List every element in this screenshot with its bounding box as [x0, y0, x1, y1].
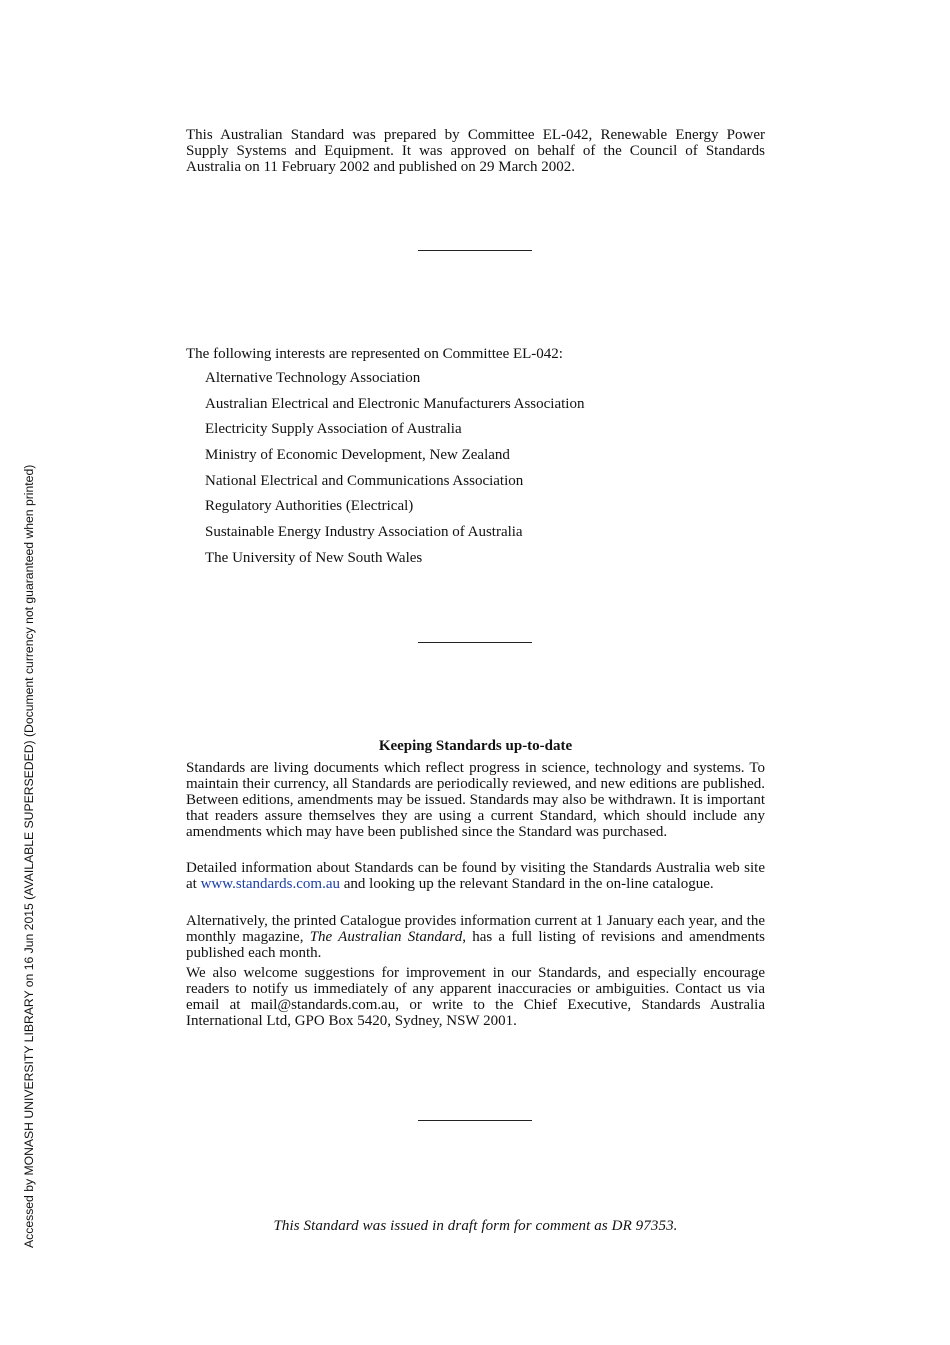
- committee-members-list: [205, 370, 584, 576]
- committee-member: Electricity Supply Association of Australia: [205, 421, 462, 438]
- section-heading: Keeping Standards up-to-date: [378, 738, 573, 754]
- keeping-paragraph-1: Standards are living documents which reflect progress in science, technology and systems. To maintain their currency, all Standards are periodically reviewed, and new editions are published. Between editions, amendments may be issued. Standards may also be withdrawn. It is important that readers assure themselves they are using a current Standard, which should include any amendments which may have been published since the Standard was purchased.: [186, 760, 765, 840]
- paragraph-text: , has a full listing of revisions and amendments published each month.: [186, 929, 765, 961]
- committee-member: Alternative Technology Association: [205, 370, 421, 386]
- keeping-paragraph-4: We also welcome suggestions for improvement in our Standards, and especially encourage readers to notify us immediately of any apparent inaccuracies or ambiguities. Contact us via email at mail@standards.com.au, or write to the Chief Executive, Standards Australia International Ltd, GPO Box 5420, Sydney, NSW 2001.: [186, 965, 765, 1029]
- committee-member: National Electrical and Communications Association: [205, 472, 524, 489]
- standards-website-link[interactable]: www.standards.com.au: [200, 876, 340, 892]
- committee-member: Sustainable Energy Industry Association of Australia: [205, 524, 523, 541]
- draft-note: This Standard was issued in draft form for comment as DR 97353.: [273, 1218, 678, 1234]
- keeping-paragraph-2: [186, 860, 765, 892]
- approval-statement: This Australian Standard was prepared by Committee EL-042, Renewable Energy Power Supply Systems and Equipment. It was approved on behalf of the Council of Standards Australia on 11 February 2002 and published on 29 March 2002.: [186, 127, 765, 175]
- committee-member: Regulatory Authorities (Electrical): [205, 498, 414, 515]
- paragraph-text: and looking up the relevant Standard in the on-line catalogue.: [340, 876, 714, 892]
- paragraph-text: Alternatively, the printed Catalogue provides information current at 1 January each year, and the monthly magazine,: [186, 913, 765, 945]
- paragraph-text: Detailed information about Standards can be found by visiting the Standards Australia web site at: [186, 860, 765, 892]
- committee-member: Australian Electrical and Electronic Manufacturers Association: [205, 395, 585, 412]
- divider-2: [418, 642, 532, 643]
- committee-member: Ministry of Economic Development, New Zealand: [205, 447, 510, 464]
- access-watermark: Accessed by MONASH UNIVERSITY LIBRARY on 16 Jun 2015 (AVAILABLE SUPERSEDED) (Document currency not guaranteed when printed): [22, 464, 36, 1248]
- magazine-title: The Australian Standard: [309, 929, 463, 945]
- divider-1: [418, 250, 532, 251]
- committee-member: The University of New South Wales: [205, 549, 423, 566]
- committee-intro: The following interests are represented on Committee EL-042:: [186, 346, 563, 362]
- divider-3: [418, 1120, 532, 1121]
- keeping-paragraph-3: [186, 913, 765, 961]
